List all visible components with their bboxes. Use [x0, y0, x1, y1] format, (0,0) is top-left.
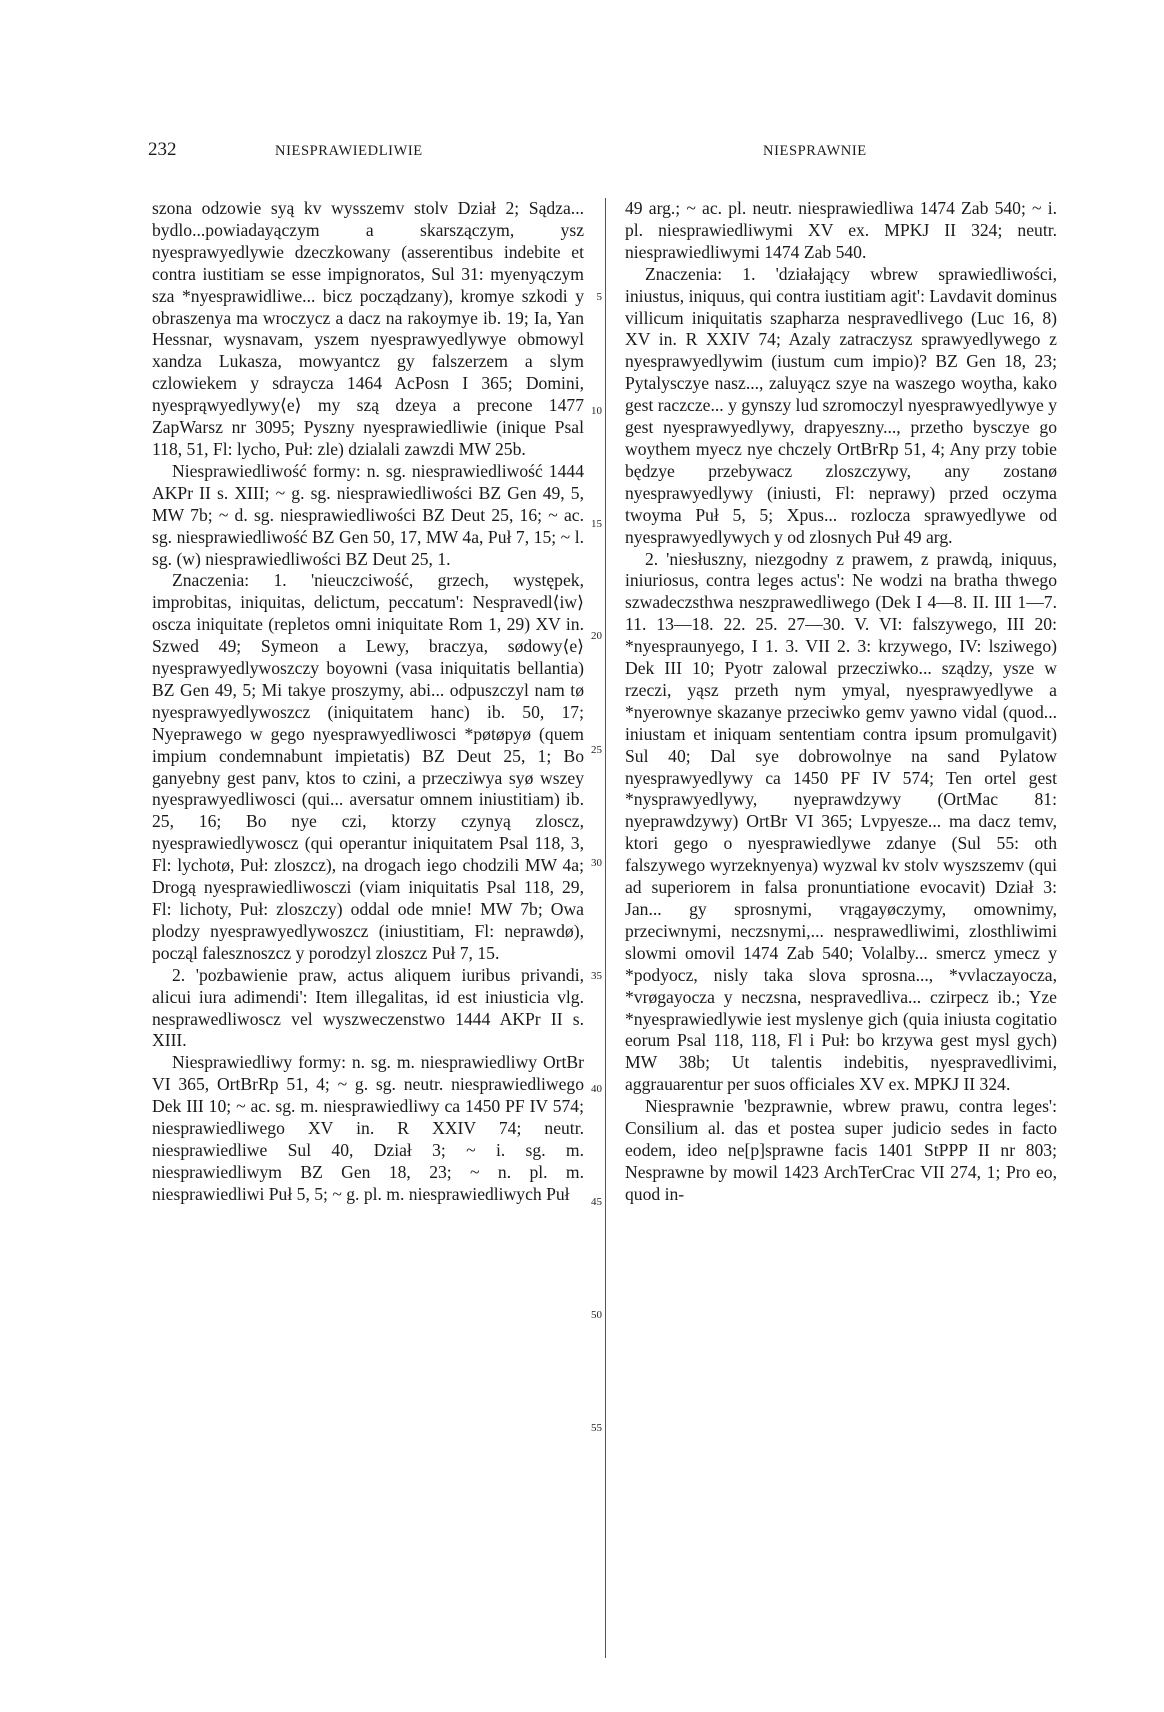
line-number: 5	[596, 291, 602, 303]
page-number: 232	[148, 139, 177, 160]
entry-paragraph: Niesprawnie 'bezprawnie, wbrew prawu, contra leges': Consilium al. das et postea super judicio sedes in facto eodem, ideo ne[p]sprawne facis 1401 StPPP II nr 803; Nesprawne by mowil 1423 ArchTerCrac VII 274, 1; Pro eo, quod in-	[625, 1096, 1057, 1204]
line-number: 20	[591, 630, 602, 642]
entry-paragraph: 2. 'pozbawienie praw, actus aliquem iuribus privandi, alicui iura adimendi': Item illegalitas, id est iniusticia vlg. nesprawedliwoscz vel wyszweczenstwo 1444 AKPr II s. XIII.	[152, 964, 584, 1051]
right-column	[625, 198, 1057, 1206]
line-number: 25	[591, 744, 602, 756]
left-column	[152, 198, 584, 1206]
column-divider	[605, 198, 606, 1658]
line-number: 10	[591, 405, 602, 417]
line-number: 35	[591, 970, 602, 982]
line-number: 45	[591, 1196, 602, 1208]
entry-paragraph: szona odzowie syą kv wysszemv stolv Dział 2; Sądza... bydlo...powiadayączym a skarszączym, ysz nyesprawyedlywie dzeczkowany (asserentibus indebite et contra iustitiam se esse impignoratos, Sul 31: myenyączym sza *nyesprawidliwe... bicz począdzany), kromye szkodi y obraszenya ma wroczycz a dacz na rakoymye ib. 19; Ia, Yan Hessnar, wysnavam, yszem nyesprawyedlywye obmowyl xandza Lukasza, mowyantcz gy falszerzem a slym czlowiekem y sdraycza 1464 AcPosn I 365; Domini, nyesprąwyedlywy⟨e⟩ my szą dzeya a precone 1477 ZapWarsz nr 3095; Pyszny nyesprawiedliwie (inique Psal 118, 51, Fl: lycho, Puł: zle) dzialali zawzdi MW 25b.	[152, 198, 584, 459]
line-number: 50	[591, 1309, 602, 1321]
line-number: 15	[591, 518, 602, 530]
running-head-left: NIESPRAWIEDLIWIE	[275, 143, 423, 159]
entry-paragraph: Znaczenia: 1. 'działający wbrew sprawiedliwości, iniustus, iniquus, qui contra iustitiam agit': Lavdavit dominus villicum iniquitatis szapharza nespravedlivego (Luc 16, 8) XV in. R XXIV 74; Azaly zatraczysz sprawyedlywego z nyesprawyedlywim (iustum cum impio)? BZ Gen 18, 23; Pytalysczye nasz..., zaluyącz szye na waszego woytha, kako gest raczcze... y gynszy lud szromoczyl nyesprawyedlywye y gest nyesprawyedlywy, drapyeszny..., przetho bysczye go woythem myecz nye chczely OrtBrRp 51, 4; Any przy tobie będzye przebywacz zloszczywy, any zostanø nyesprawyedlywy (iniusti, Fl: neprawy) przed oczyma twoyma Puł 5, 5; Xpus... rozlocza sprawyedlywe od nyesprawyedlywych y od zlosnych Puł 49 arg.	[625, 263, 1057, 547]
line-number: 40	[591, 1083, 602, 1095]
entry-paragraph: Znaczenia: 1. 'nieuczciwość, grzech, występek, improbitas, iniquitas, delictum, peccatum': Nespravedl⟨iw⟩oscza iniquitate (repletos omni iniquitate Rom 1, 29) XV in. Szwed 49; Symeon a Lewy, braczya, sødowy⟨e⟩ nyesprawyedlywoszczy boyowni (vasa iniquitatis bellantia) BZ Gen 49, 5; Mi takye proszymy, abi... odpuszczyl nam tø nyesprawyedlywoszcz (iniquitatem hanc) ib. 50, 17; Nyeprawego w gego nyesprawyedliwosci *pøtøpyø (quem impium condemnabunt impietatis) BZ Deut 25, 1; Bo ganyebny gest panv, ktos to czini, a przecziwya syø wszey nyesprawyedliwosci (qui... aversatur omnem iniustitiam) ib. 25, 16; Bo nye czi, ktorzy czynyą zloscz, nyesprawiedlywoscz (qui operantur iniquitatem Psal 118, 3, Fl: lychotø, Puł: zloszcz), na drogach iego chodzili MW 4a; Drogą nyesprawiedliwosczi (viam iniquitatis Psal 118, 29, Fl: lichoty, Puł: zloszczy) oddal ode mnie! MW 7b; Owa plodzy nyesprawyedlywoszcz (iniustitiam, Fl: neprawdø), począl falesznoszcz y porodzyl zloszcz Puł 7, 15.	[152, 570, 584, 963]
page-header	[0, 139, 1164, 169]
entry-paragraph: 49 arg.; ~ ac. pl. neutr. niesprawiedliwa 1474 Zab 540; ~ i. pl. niesprawiedliwymi XV ex. MPKJ II 324; neutr. niesprawiedliwymi 1474 Zab 540.	[625, 198, 1057, 262]
line-number: 30	[591, 857, 602, 869]
entry-paragraph: 2. 'niesłuszny, niezgodny z prawem, z prawdą, iniquus, iniuriosus, contra leges actus': Ne wodzi na bratha thwego szwadeczsthwa neszprawedliwego (Dek I 4—8. II. III 1—7. 11. 13—18. 22. 25. 27—30. V. VI: falszywego, III 20: *nyesprаunyego, I 1. 3. VII 2. 3: krzywego, IV: lsziwego) Dek III 10; Pyotr zalowal przecziwko... sządzy, ysze w rzeczi, yąsz przeth nym ymyal, nyesprawyedlywe a *nyerownye skazanye przeciwko gemv yawno vidal (quod... iniustam et iniquam sententiam contra ipsum promulgavit) Sul 40; Dal sye dobrowolnye na sand Pylatow nyesprawyedlywy ca 1450 PF IV 574; Ten ortel gest *nysprawyedlywy, nyeprawdzywy (OrtMac 81: nyeprawdzywy) OrtBr VI 365; Lvpyesze... ma dacz temv, ktori gego o nyesprawiedlywe zdanye (Sul 55: oth falszywego wyrzeknyenya) wyzwal kv stolv wyszszemv (qui ad superiorem in falsa pronuntiatione evocavit) Dział 3: Jan... gy sprosnymi, vrągayøczymy, omownimy, przeciwnymi, neczsnymi,... nesprawedliwimi, zlosthliwimi slowmi omovil 1474 Zab 540; Volalby... smercz ymecz y *podyocz, nisly taka slova sprosna..., *vvlaczayocza, *vrøgayocza y neczsna, nespravedliva... czirpecz ib.; Yze *nyesprawiedlywie iest myslenye gich (quia iniusta cogitatio eorum Psal 118, 118, Fl i Puł: bo krzywa gest mysl gych) MW 38b; Ut talentis indebitis, nyespravedlivimi, aggrauarentur per suos officiales XV ex. MPKJ II 324.	[625, 548, 1057, 1095]
running-head-right: NIESPRAWNIE	[763, 143, 867, 159]
entry-paragraph: Niesprawiedliwy formy: n. sg. m. niesprawiedliwy OrtBr VI 365, OrtBrRp 51, 4; ~ g. sg. neutr. niesprawiedliwego Dek III 10; ~ ac. sg. m. niesprawiedliwy ca 1450 PF IV 574; niesprawiedliwego XV in. R XXIV 74; neutr. niesprawiedliwe Sul 40, Dział 3; ~ i. sg. m. niesprawiedliwym BZ Gen 18, 23; ~ n. pl. m. niesprawiedliwi Puł 5, 5; ~ g. pl. m. niesprawiedliwych Puł	[152, 1052, 584, 1204]
entry-paragraph: Niesprawiedliwość formy: n. sg. niesprawiedliwość 1444 AKPr II s. XIII; ~ g. sg. niesprawiedliwości BZ Gen 49, 5, MW 7b; ~ d. sg. niesprawiedliwości BZ Deut 25, 16; ~ ac. sg. niesprawiedliwość BZ Gen 50, 17, MW 4a, Puł 7, 15; ~ l. sg. (w) niesprawiedliwości BZ Deut 25, 1.	[152, 460, 584, 569]
line-number: 55	[591, 1422, 602, 1434]
